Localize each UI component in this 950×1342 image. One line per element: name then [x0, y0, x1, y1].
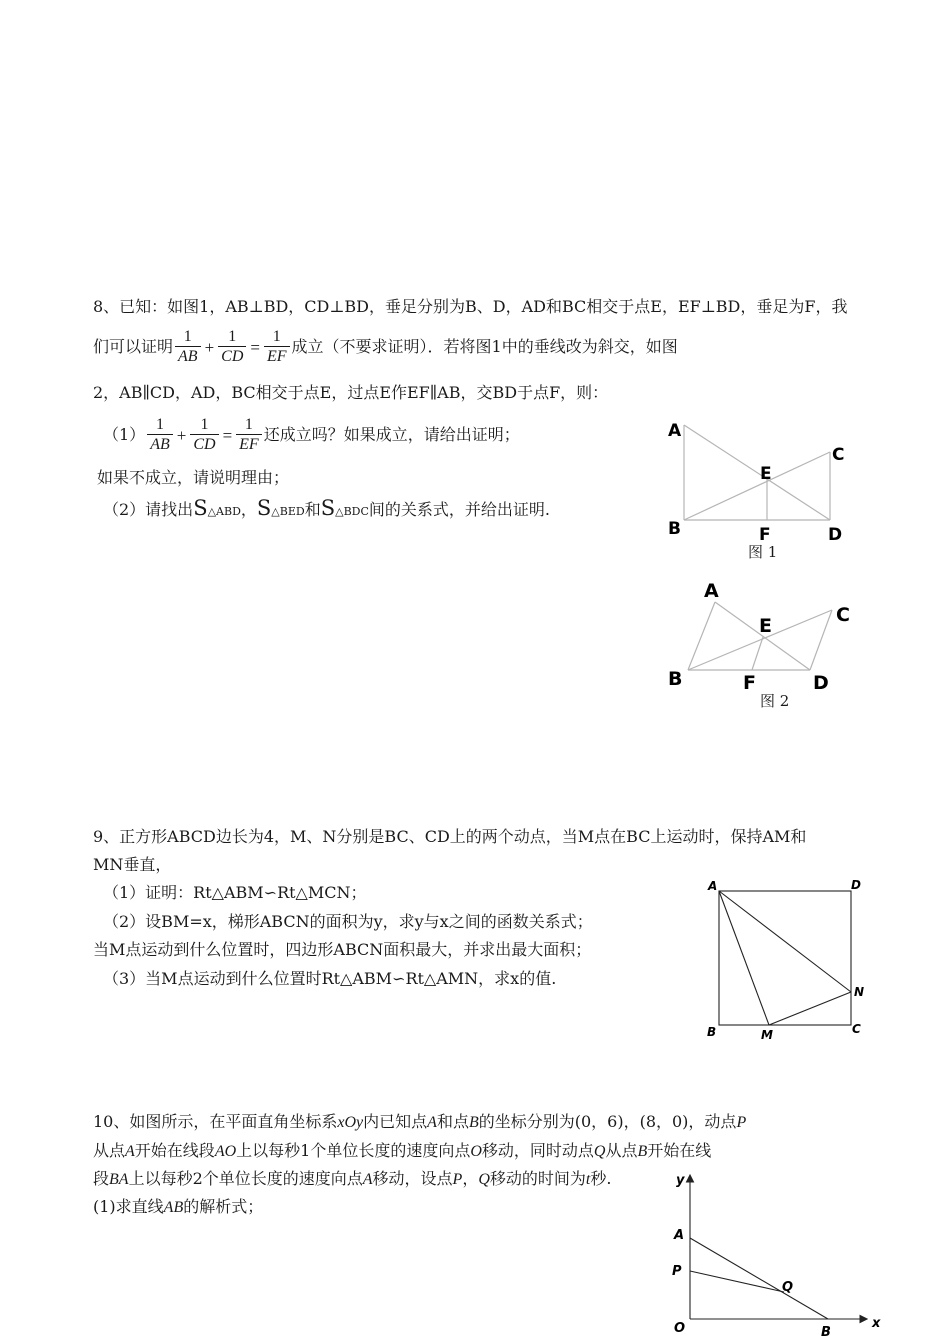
fig2-label-a: A [704, 580, 719, 602]
fig2-label-d: D [813, 672, 829, 690]
figure-2 [660, 575, 860, 690]
q9-label-b: B [707, 1025, 717, 1039]
q9-part-1: （1）证明：Rt△ABM∽Rt△MCN； [103, 883, 367, 902]
q10-label-q: Q [782, 1280, 794, 1295]
fig2-label-e: E [759, 615, 772, 637]
figure-2-caption: 图 2 [760, 692, 790, 710]
q10-line-1: 10、如图所示，在平面直角坐标系xOy内已知点A和点B的坐标分别为(0，6)，(8，0)，动点P [93, 1112, 747, 1131]
figure-1 [660, 415, 860, 550]
q9-line-2: MN垂直， [93, 855, 172, 874]
q8-line-2-post: 成立（不要求证明）．若将图1中的垂线改为斜交，如图 [291, 337, 678, 356]
q10-axis-label-y: y [676, 1173, 685, 1188]
fraction-1-over-ef: $\frac{1}{EF}$ [236, 416, 262, 455]
q9-part-2-line-2: 当M点运动到什么位置时，四边形ABCN面积最大，并求出最大面积； [93, 940, 592, 959]
q9-label-a: A [708, 879, 718, 893]
q8-part-1-line-2: 如果不成立，请说明理由； [97, 468, 290, 487]
q10-part-1: (1)求直线AB的解析式； [93, 1197, 264, 1216]
coordinate-figure [660, 1168, 890, 1342]
fig1-label-b: B [668, 519, 681, 539]
q10-label-p: P [672, 1264, 682, 1279]
q9-label-m: M [761, 1028, 773, 1042]
fig1-label-f: F [759, 525, 771, 545]
q9-part-3: （3）当M点运动到什么位置时Rt△ABM∽Rt△AMN，求x的值. [103, 969, 557, 988]
q8-line-1: 8、已知：如图1，AB⊥BD，CD⊥BD，垂足分别为B、D，AD和BC相交于点E，EF⊥BD，垂足为F，我 [93, 297, 848, 316]
q8-line-2: 们可以证明 $\frac{1}{AB}$ + $\frac{1}{CD}$ = $\frac{1}{EF}$ 成立（不要求证明）．若将图1中的垂线改为斜交，如图 [93, 328, 678, 365]
fig1-label-c: C [832, 445, 845, 465]
q10-label-b: B [821, 1325, 831, 1340]
q9-label-c: C [852, 1022, 861, 1036]
fraction-1-over-ef: $\frac{1}{EF}$ [264, 328, 290, 367]
q10-axis-label-x: x [872, 1316, 881, 1331]
q10-line-3: 段BA上以每秒2个单位长度的速度向点A移动，设点P，Q移动的时间为t秒. [93, 1169, 612, 1188]
fig1-label-d: D [828, 525, 843, 545]
fraction-1-over-cd: $\frac{1}{CD}$ [218, 328, 246, 367]
fraction-1-over-ab: $\frac{1}{AB}$ [175, 328, 201, 367]
q9-part-2: （2）设BM=x，梯形ABCN的面积为y，求y与x之间的函数关系式； [103, 912, 593, 931]
q8-part-1: （1） $\frac{1}{AB}$ + $\frac{1}{CD}$ = $\frac{1}{EF}$ 还成立吗？如果成立，请给出证明； [103, 416, 520, 453]
fig2-label-f: F [743, 672, 756, 690]
fig1-label-a: A [668, 421, 682, 441]
fraction-1-over-ab: $\frac{1}{AB}$ [147, 416, 173, 455]
q10-label-o: O [674, 1321, 686, 1336]
fig2-label-b: B [668, 668, 683, 690]
q8-part-2: （2）请找出S△ABD，S△BED和S△BDC间的关系式，并给出证明. [103, 496, 550, 520]
q9-label-n: N [854, 985, 865, 999]
figure-1-caption: 图 1 [748, 543, 778, 561]
fig2-label-c: C [836, 604, 850, 626]
fig1-label-e: E [760, 464, 772, 484]
q10-label-a: A [674, 1228, 685, 1243]
q8-line-2-pre: 们可以证明 [93, 337, 174, 356]
q9-label-d: D [851, 878, 861, 892]
q9-line-1: 9、正方形ABCD边长为4，M、N分别是BC、CD上的两个动点，当M点在BC上运动时，保持AM和 [93, 827, 807, 846]
q10-line-2: 从点A开始在线段AO上以每秒1个单位长度的速度向点O移动，同时动点Q从点B开始在线 [93, 1141, 712, 1160]
fraction-1-over-cd: $\frac{1}{CD}$ [190, 416, 218, 455]
square-figure [700, 874, 870, 1044]
q8-line-3: 2，AB∥CD，AD，BC相交于点E，过点E作EF∥AB，交BD于点F，则： [93, 383, 609, 402]
